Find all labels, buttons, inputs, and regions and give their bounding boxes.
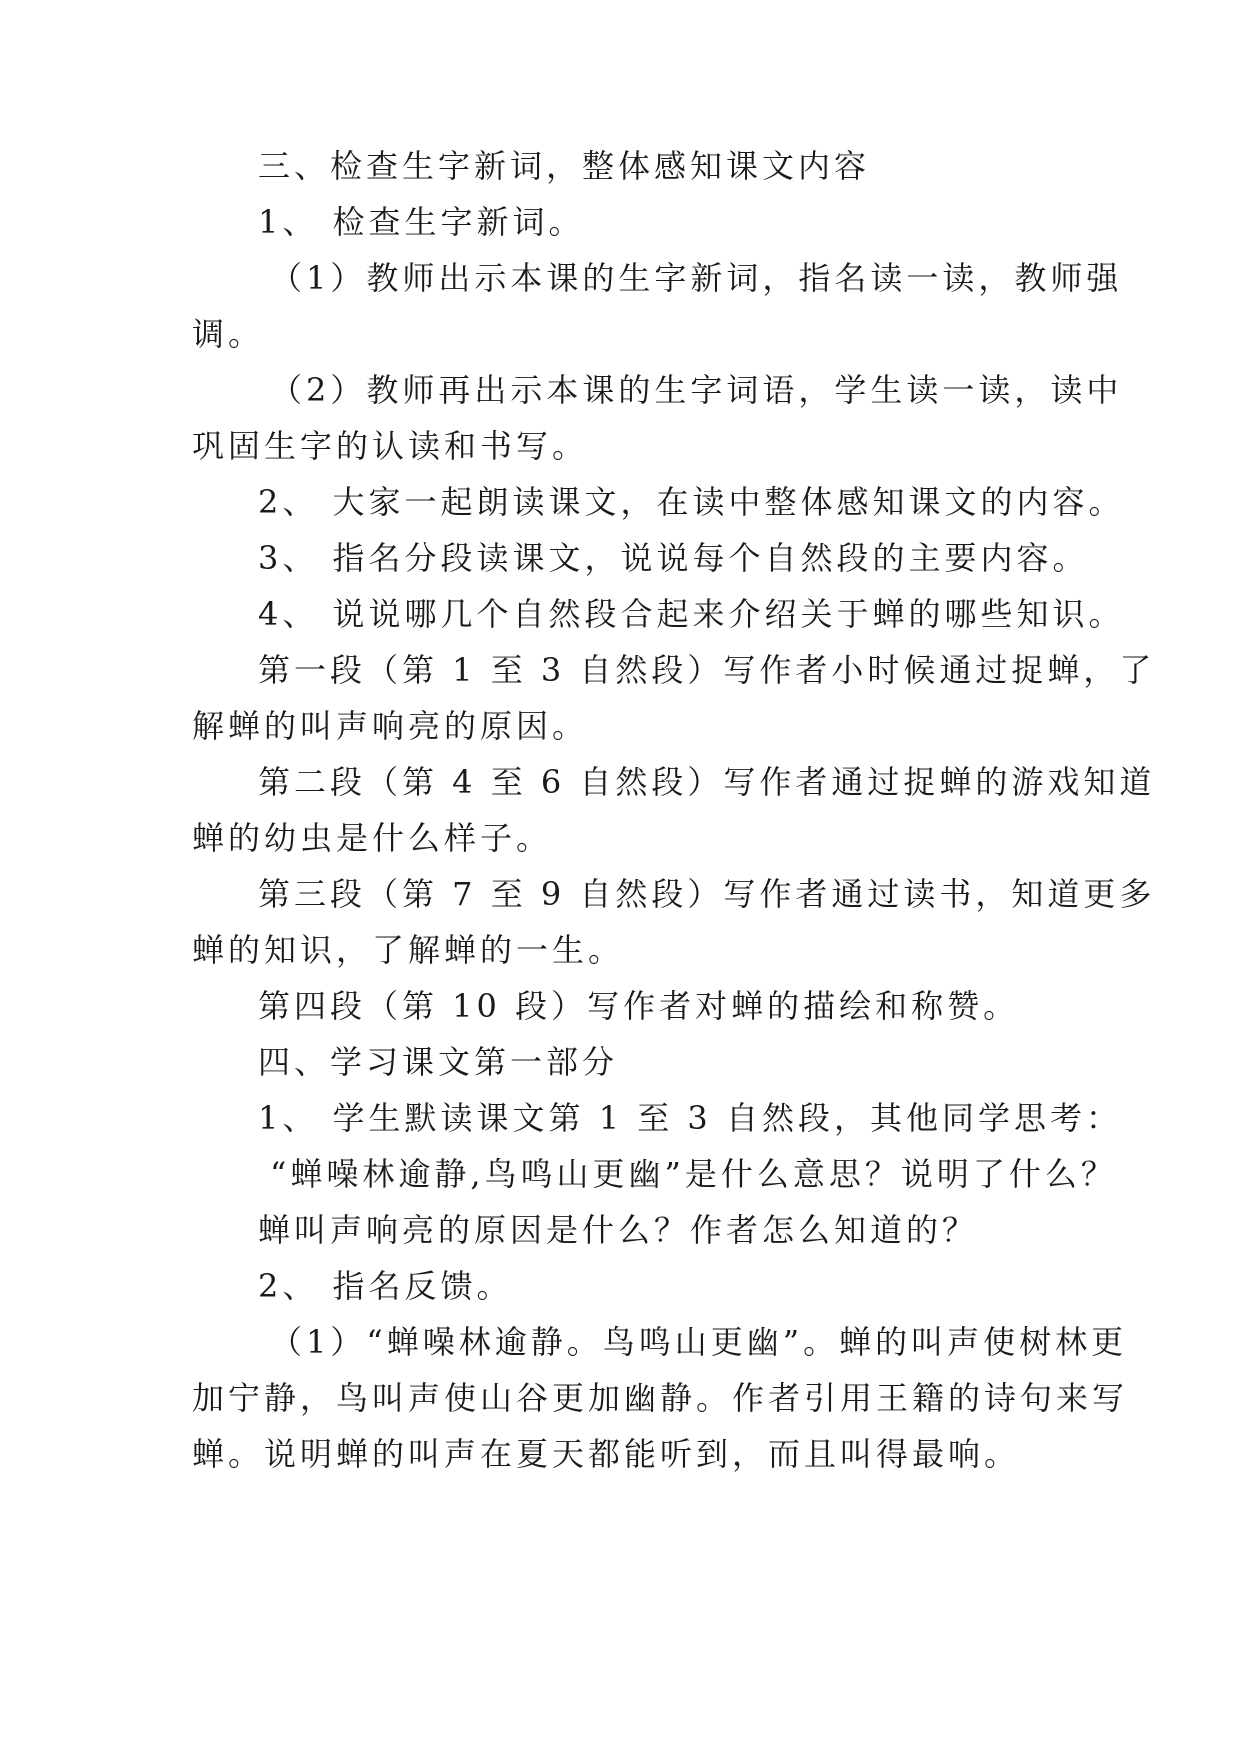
paragraph-line: 蝉的知识，了解蝉的一生。 <box>192 931 625 969</box>
paragraph-line: （1）“蝉噪林逾静。鸟鸣山更幽”。蝉的叫声使树林更 <box>270 1323 1128 1361</box>
list-item: 2、 指名反馈。 <box>258 1267 513 1305</box>
list-item: 3、 指名分段读课文，说说每个自然段的主要内容。 <box>258 539 1089 577</box>
section-heading-4: 四、学习课文第一部分 <box>258 1043 619 1081</box>
paragraph-line: “蝉噪林逾静,鸟鸣山更幽”是什么意思？说明了什么？ <box>270 1155 1117 1193</box>
list-item: 2、 大家一起朗读课文，在读中整体感知课文的内容。 <box>258 483 1125 521</box>
section-heading-3: 三、检查生字新词，整体感知课文内容 <box>258 147 871 185</box>
list-item: 1、 检查生字新词。 <box>258 203 585 241</box>
paragraph-line: （2）教师再出示本课的生字词语，学生读一读，读中 <box>270 371 1123 409</box>
paragraph-line: 第一段（第 1 至 3 自然段）写作者小时候通过捉蝉，了 <box>258 651 1156 689</box>
paragraph-line: 巩固生字的认读和书写。 <box>192 427 589 465</box>
paragraph-line: 第四段（第 10 段）写作者对蝉的描绘和称赞。 <box>258 987 1020 1025</box>
paragraph-line: 调。 <box>192 315 265 353</box>
paragraph-line: （1）教师出示本课的生字新词，指名读一读，教师强 <box>270 259 1123 297</box>
paragraph-line: 第二段（第 4 至 6 自然段）写作者通过捉蝉的游戏知道 <box>258 763 1156 801</box>
paragraph-line: 蝉叫声响亮的原因是什么？作者怎么知道的？ <box>258 1211 979 1249</box>
paragraph-line: 加宁静，鸟叫声使山谷更加幽静。作者引用王籍的诗句来写 <box>192 1379 1129 1417</box>
paragraph-line: 解蝉的叫声响亮的原因。 <box>192 707 589 745</box>
paragraph-line: 蝉。说明蝉的叫声在夏天都能听到，而且叫得最响。 <box>192 1435 1021 1473</box>
paragraph-line: 第三段（第 7 至 9 自然段）写作者通过读书，知道更多 <box>258 875 1156 913</box>
list-item: 4、 说说哪几个自然段合起来介绍关于蝉的哪些知识。 <box>258 595 1125 633</box>
list-item: 1、 学生默读课文第 1 至 3 自然段，其他同学思考： <box>258 1099 1122 1137</box>
paragraph-line: 蝉的幼虫是什么样子。 <box>192 819 553 857</box>
